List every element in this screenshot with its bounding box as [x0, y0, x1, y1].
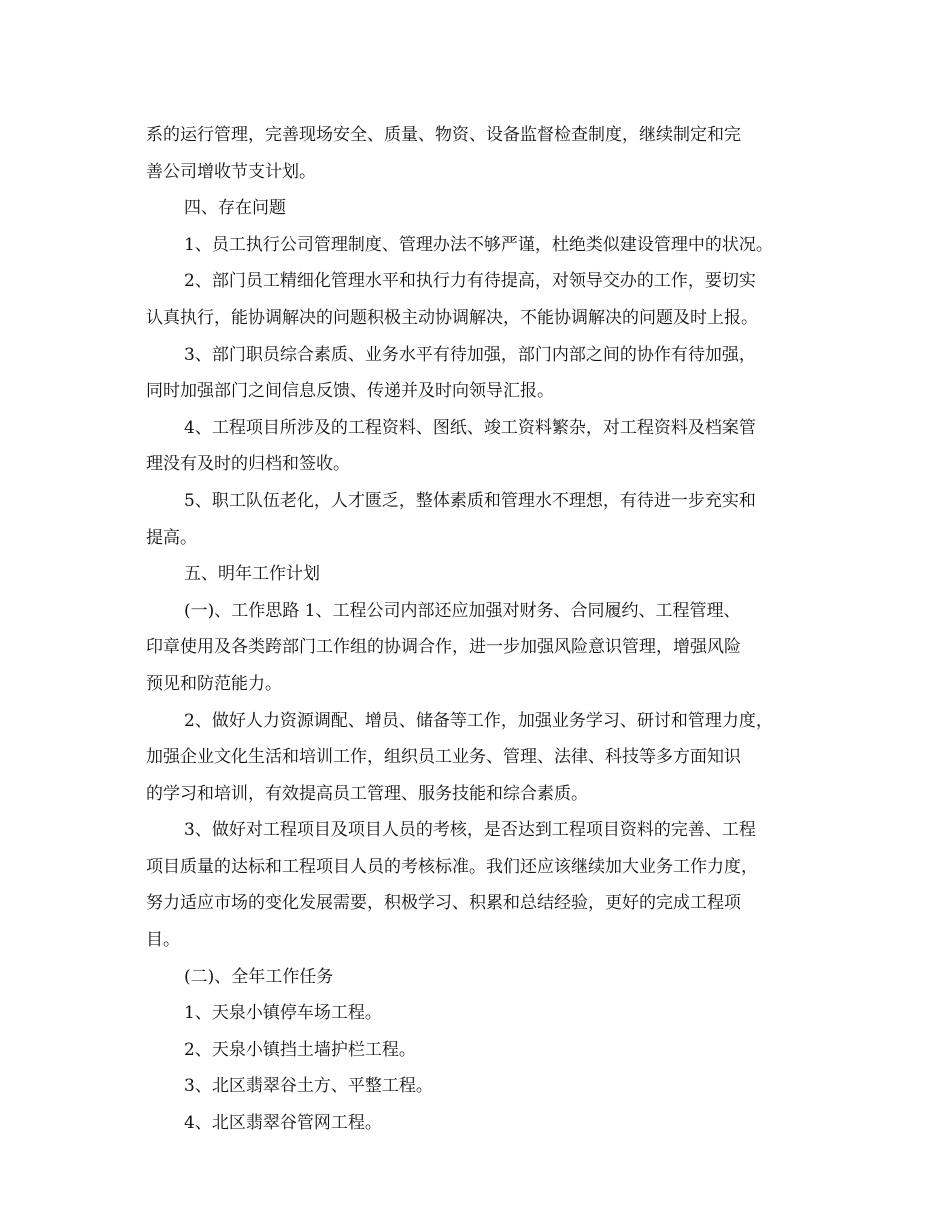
text-line: 的学习和培训，有效提高员工管理、服务技能和综合素质。 [146, 783, 588, 804]
text-line: 认真执行，能协调解决的问题积极主动协调解决，不能协调解决的问题及时上报。 [146, 307, 758, 328]
text-line: 2、做好人力资源调配、增员、储备等工作，加强业务学习、研讨和管理力度， [184, 710, 773, 731]
text-line: 印章使用及各类跨部门工作组的协调合作，进一步加强风险意识管理，增强风险 [146, 637, 741, 658]
text-line: (一)、工作思路 1、工程公司内部还应加强对财务、合同履约、工程管理、 [184, 600, 741, 621]
text-line: 加强企业文化生活和培训工作，组织员工业务、管理、法律、科技等多方面知识 [146, 747, 741, 768]
text-line: 努力适应市场的变化发展需要，积极学习、积累和总结经验，更好的完成工程项 [146, 893, 741, 914]
text-line: 3、北区翡翠谷土方、平整工程。 [184, 1076, 433, 1097]
document-body [146, 117, 826, 1142]
text-line: 1、员工执行公司管理制度、管理办法不够严谨，杜绝类似建设管理中的状况。 [184, 234, 773, 255]
text-line: 2、天泉小镇挡土墙护栏工程。 [184, 1039, 416, 1060]
text-line: 5、职工队伍老化，人才匮乏，整体素质和管理水不理想，有待进一步充实和 [184, 490, 756, 511]
text-line: 预见和防范能力。 [146, 673, 282, 694]
text-line: 3、做好对工程项目及项目人员的考核，是否达到工程项目资料的完善、工程 [184, 820, 756, 841]
text-line: 2、部门员工精细化管理水平和执行力有待提高，对领导交办的工作，要切实 [184, 271, 756, 292]
text-line: 五、明年工作计划 [184, 564, 320, 585]
text-line: 1、天泉小镇停车场工程。 [184, 1003, 382, 1024]
text-line: 项目质量的达标和工程项目人员的考核标准。我们还应该继续加大业务工作力度， [146, 856, 758, 877]
text-line: 目。 [146, 930, 180, 951]
text-line: 同时加强部门之间信息反馈、传递并及时向领导汇报。 [146, 381, 554, 402]
text-line: 理没有及时的归档和签收。 [146, 454, 350, 475]
text-line: (二)、全年工作任务 [184, 966, 334, 987]
text-line: 系的运行管理，完善现场安全、质量、物资、设备监督检查制度，继续制定和完 [146, 125, 741, 145]
text-line: 4、北区翡翠谷管网工程。 [184, 1113, 382, 1134]
text-line: 3、部门职员综合素质、业务水平有待加强，部门内部之间的协作有待加强， [184, 344, 756, 365]
text-line: 四、存在问题 [184, 198, 286, 219]
text-line: 提高。 [146, 527, 197, 548]
text-line: 4、工程项目所涉及的工程资料、图纸、竣工资料繁杂，对工程资料及档案管 [184, 417, 756, 438]
text-line: 善公司增收节支计划。 [146, 161, 316, 182]
